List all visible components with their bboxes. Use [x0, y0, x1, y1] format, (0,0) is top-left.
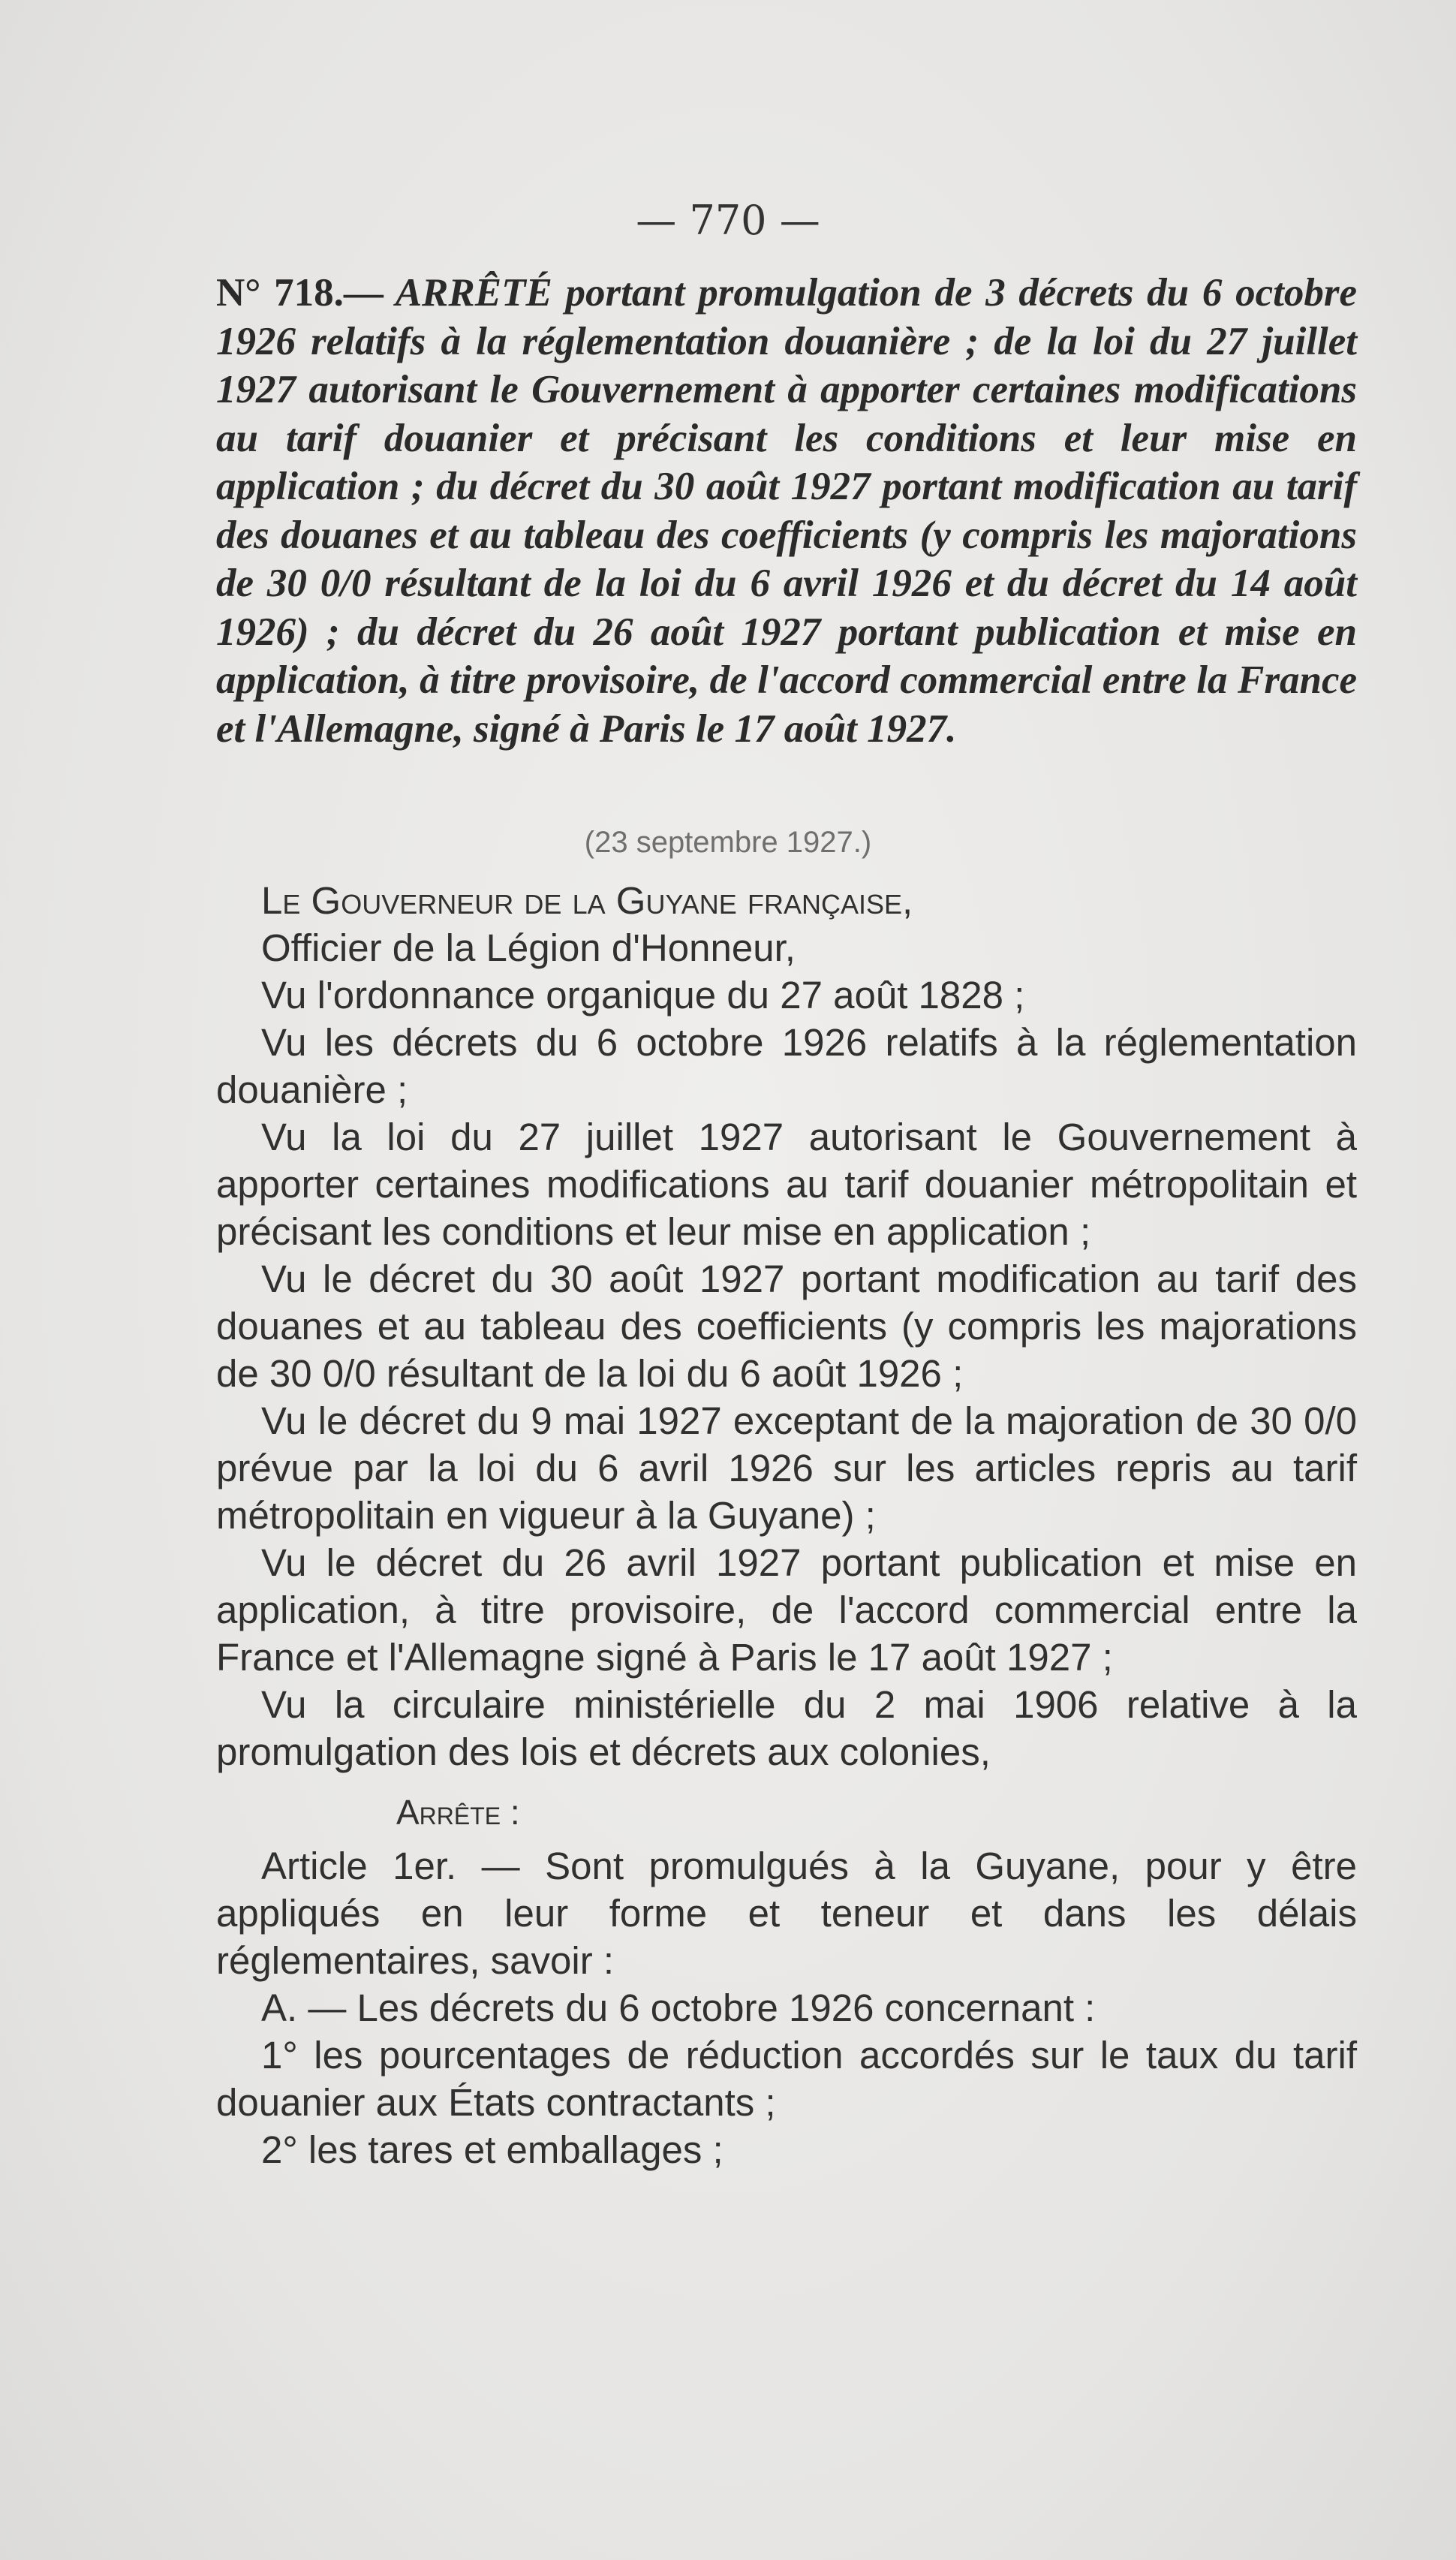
consideration-1: Vu l'ordonnance organique du 27 août 1828 ;	[261, 974, 1025, 1016]
arrete-heading: Arrête :	[396, 1793, 520, 1832]
item-a: A. — Les décrets du 6 octobre 1926 concernant :	[261, 1986, 1096, 2029]
page-number: — 770 —	[636, 197, 820, 244]
governor-line: Le Gouverneur de la Guyane française,	[261, 879, 913, 922]
consideration-4: Vu le décret du 30 août 1927 portant modification au tarif des douanes et au tableau des coefficients (y compris les majorations de 30 0/0 résultant de la loi du 6 août 1926 ;	[216, 1257, 1357, 1395]
consideration-6: Vu le décret du 26 avril 1927 portant publication et mise en application, à titre provisoire, de l'accord commercial entre la France et l'Allemagne signé à Paris le 17 août 1927 ;	[216, 1541, 1357, 1679]
item-1: 1° les pourcentages de réduction accordés sur le taux du tarif douanier aux États contractants ;	[216, 2034, 1357, 2124]
consideration-5: Vu le décret du 9 mai 1927 exceptant de la majoration de 30 0/0 prévue par la loi du 6 avril 1926 sur les articles repris au tarif métropolitain en vigueur à la Guyane) ;	[216, 1399, 1357, 1537]
decree-body	[216, 877, 1357, 2173]
consideration-2: Vu les décrets du 6 octobre 1926 relatifs à la réglementation douanière ;	[216, 1021, 1357, 1111]
article-1: Article 1er. — Sont promulgués à la Guyane, pour y être appliqués en leur forme et teneur et dans les délais réglementaires, savoir :	[216, 1845, 1357, 1982]
decree-title-text: ARRÊTÉ portant promulgation de 3 décrets du 6 octobre 1926 relatifs à la réglementation douanière ; de la loi du 27 juillet 1927 autorisant le Gouvernement à apporter certaines modifications au tarif douanier et précisant les conditions et leur mise en application ; du décret du 30 août 1927 portant modification au tarif des douanes et au tableau des coefficients (y compris les majorations de 30 0/0 résultant de la loi du 6 avril 1926 et du décret du 14 août 1926) ; du décret du 26 août 1927 portant publication et mise en application, à titre provisoire, de l'accord commercial entre la France et l'Allemagne, signé à Paris le 17 août 1927.	[216, 271, 1357, 751]
decree-number: N° 718.—	[216, 271, 384, 315]
officer-line: Officier de la Légion d'Honneur,	[261, 926, 796, 969]
consideration-7: Vu la circulaire ministérielle du 2 mai 1906 relative à la promulgation des lois et décrets aux colonies,	[216, 1683, 1357, 1773]
consideration-3: Vu la loi du 27 juillet 1927 autorisant le Gouvernement à apporter certaines modifications au tarif douanier métropolitain et précisant les conditions et leur mise en application ;	[216, 1116, 1357, 1253]
decree-title	[216, 269, 1357, 753]
item-2: 2° les tares et emballages ;	[261, 2128, 723, 2171]
decree-date: (23 septembre 1927.)	[584, 826, 872, 859]
